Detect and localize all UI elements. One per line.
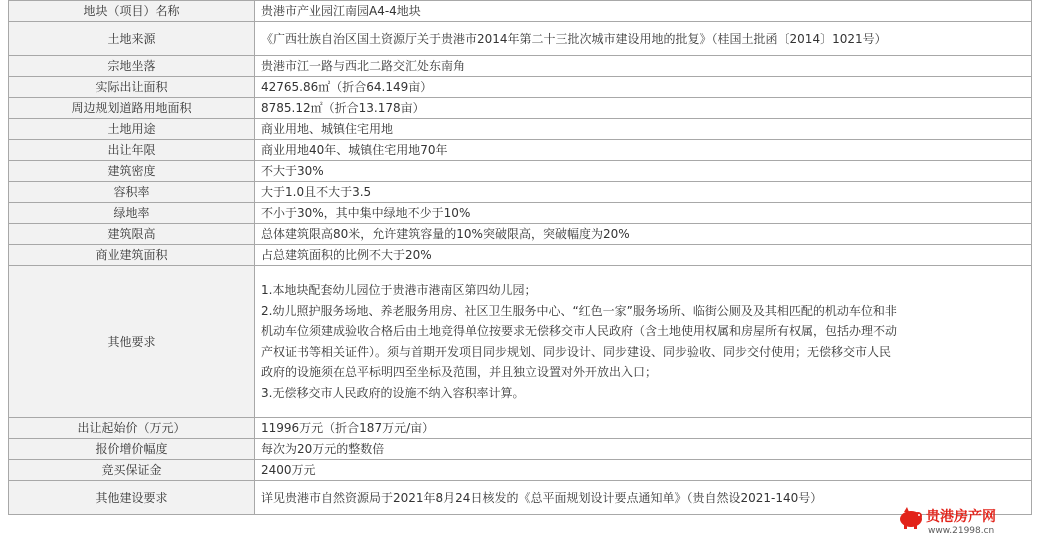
row-value: 11996万元（折合187万元/亩）: [255, 418, 1032, 439]
requirement-line: 2.幼儿照护服务场地、养老服务用房、社区卫生服务中心、“红色一家”服务场所、临街公厕及及其相匹配的机动车位和非: [261, 303, 897, 318]
row-value-multiline: [255, 266, 1032, 418]
watermark: [898, 500, 1038, 540]
requirement-line: 产权证书等相关证件）。须与首期开发项目同步规划、同步设计、同步建设、同步验收、同步交付使用；无偿移交市人民: [261, 344, 892, 359]
pig-logo-icon: [898, 504, 924, 530]
row-label: 土地来源: [9, 22, 255, 56]
row-label: 建筑密度: [9, 161, 255, 182]
row-value: 42765.86㎡（折合64.149亩）: [255, 77, 1032, 98]
row-label: 其他建设要求: [9, 481, 255, 515]
table-row: [9, 56, 1032, 77]
table-row: [9, 266, 1032, 418]
table-row: [9, 182, 1032, 203]
row-label: 出让起始价（万元）: [9, 418, 255, 439]
table-row: [9, 98, 1032, 119]
table-row: [9, 245, 1032, 266]
row-value: 不大于30%: [255, 161, 1032, 182]
table-row: [9, 460, 1032, 481]
requirement-line: 机动车位须建成验收合格后由土地竞得单位按要求无偿移交市人民政府（含土地使用权属和房屋所有权属，包括办理不动: [261, 324, 898, 338]
watermark-url: www.21998.cn: [928, 526, 995, 536]
requirement-line: 政府的设施须在总平标明四至坐标及范围，并且独立设置对外开放出入口；: [261, 365, 658, 379]
land-info-table: [8, 0, 1032, 515]
row-value: 2400万元: [255, 460, 1032, 481]
row-label: 商业建筑面积: [9, 245, 255, 266]
row-label: 宗地坐落: [9, 56, 255, 77]
row-label: 出让年限: [9, 140, 255, 161]
row-value: 占总建筑面积的比例不大于20%: [255, 245, 1032, 266]
row-value: 大于1.0且不大于3.5: [255, 182, 1032, 203]
row-value: 《广西壮族自治区国土资源厅关于贵港市2014年第二十三批次城市建设用地的批复》（桂国土批函〔2014〕1021号）: [255, 22, 1032, 56]
row-value: 不小于30%，其中集中绿地不少于10%: [255, 203, 1032, 224]
requirement-line: 1.本地块配套幼儿园位于贵港市港南区第四幼儿园；: [261, 283, 537, 297]
row-value: 总体建筑限高80米，允许建筑容量的10%突破限高，突破幅度为20%: [255, 224, 1032, 245]
table-row: [9, 481, 1032, 515]
row-label: 其他要求: [9, 266, 255, 418]
table-row: [9, 140, 1032, 161]
table-row: [9, 1, 1032, 22]
requirement-line: 3.无偿移交市人民政府的设施不纳入容积率计算。: [261, 385, 525, 400]
row-label: 实际出让面积: [9, 77, 255, 98]
row-label: 竞买保证金: [9, 460, 255, 481]
watermark-title: 贵港房产网: [926, 509, 996, 525]
row-label: 地块（项目）名称: [9, 1, 255, 22]
row-value: 商业用地40年、城镇住宅用地70年: [255, 140, 1032, 161]
row-label: 建筑限高: [9, 224, 255, 245]
row-value: 每次为20万元的整数倍: [255, 439, 1032, 460]
table-row: [9, 22, 1032, 56]
row-label: 周边规划道路用地面积: [9, 98, 255, 119]
row-label: 绿地率: [9, 203, 255, 224]
table-row: [9, 119, 1032, 140]
row-value: 8785.12㎡（折合13.178亩）: [255, 98, 1032, 119]
table-row: [9, 439, 1032, 460]
row-label: 容积率: [9, 182, 255, 203]
table-row: [9, 224, 1032, 245]
table-row: [9, 77, 1032, 98]
row-label: 土地用途: [9, 119, 255, 140]
row-value: 详见贵港市自然资源局于2021年8月24日核发的《总平面规划设计要点通知单》（贵自然设2021-140号）: [255, 481, 1032, 515]
row-value: 贵港市产业园江南园A4-4地块: [255, 1, 1032, 22]
row-value: 贵港市江一路与西北二路交汇处东南角: [255, 56, 1032, 77]
row-label: 报价增价幅度: [9, 439, 255, 460]
row-value: 商业用地、城镇住宅用地: [255, 119, 1032, 140]
table-row: [9, 418, 1032, 439]
table-row: [9, 161, 1032, 182]
table-row: [9, 203, 1032, 224]
